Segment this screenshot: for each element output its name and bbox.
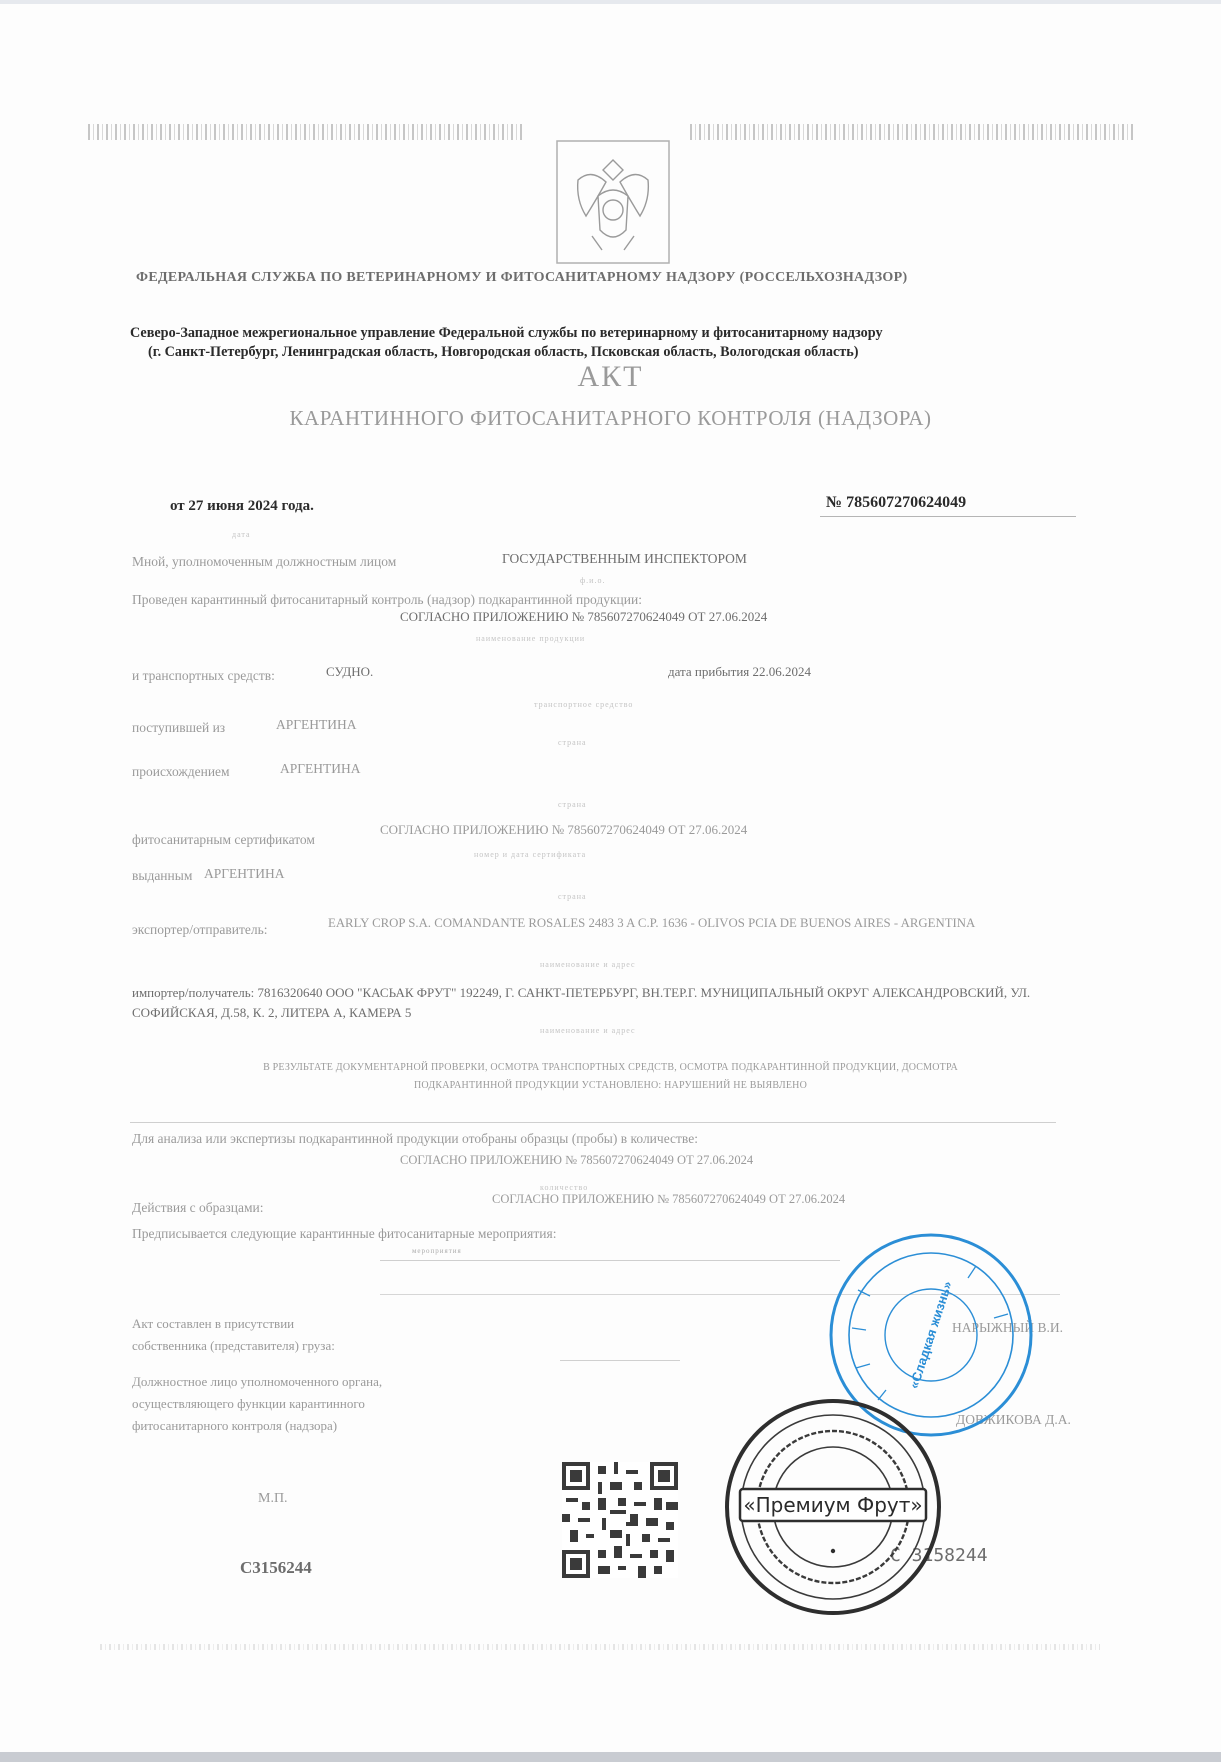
- exporter-hint: наименование и адрес: [540, 960, 636, 969]
- samples-action-value: СОГЛАСНО ПРИЛОЖЕНИЮ № 785607270624049 ОТ 27.06.2024: [492, 1192, 846, 1206]
- official-label: Мной, уполномоченным должностным лицом: [132, 554, 397, 569]
- bottom-dither-band: [100, 1644, 1100, 1650]
- result-line2: ПОДКАРАНТИННОЙ ПРОДУКЦИИ УСТАНОВЛЕНО: НАРУШЕНИЙ НЕ ВЫЯВЛЕНО: [413, 1080, 808, 1091]
- vehicle-value: СУДНО.: [326, 664, 374, 679]
- measures-label: Предписывается следующие карантинные фитосанитарные мероприятия:: [132, 1226, 557, 1241]
- serial-left: С3156244: [240, 1558, 312, 1577]
- from-label: поступившей из: [132, 720, 226, 735]
- qr-code: [562, 1462, 678, 1578]
- certificate-value: СОГЛАСНО ПРИЛОЖЕНИЮ № 785607270624049 ОТ 27.06.2024: [380, 822, 748, 837]
- control-label: Проведен карантинный фитосанитарный контроль (надзор) подкарантинной продукции:: [132, 592, 642, 607]
- importer-label: импортер/получатель:: [132, 985, 255, 1000]
- vehicle-hint: транспортное средство: [534, 700, 634, 709]
- measures-hint: мероприятия: [412, 1247, 462, 1255]
- importer-hint: наименование и адрес: [540, 1026, 636, 1035]
- measures-rule: [380, 1260, 840, 1261]
- scan-edge-bottom: [0, 1752, 1221, 1762]
- arrival-date: дата прибытия 22.06.2024: [668, 664, 812, 679]
- exporter-value: EARLY CROP S.A. COMANDANTE ROSALES 2483 3 A C.P. 1636 - OLIVOS PCIA DE BUENOS AIRES - ARGENTINA: [328, 916, 976, 930]
- samples-label: Для анализа или экспертизы подкарантинной продукции отобраны образцы (пробы) в количестве:: [132, 1131, 698, 1146]
- origin-hint: страна: [558, 800, 587, 809]
- presence-label-1: Акт составлен в присутствии: [132, 1316, 295, 1331]
- vehicle-label: и транспортных средств:: [132, 668, 275, 683]
- official-sign-name: ДОВЖИКОВА Д.А.: [956, 1412, 1071, 1427]
- ornament-band-right: [690, 124, 1136, 140]
- presence-name: НАРЫЖНЫЙ В.И.: [952, 1320, 1064, 1335]
- importer-block: [132, 983, 1092, 1023]
- act-date: от 27 июня 2024 года.: [170, 498, 314, 514]
- importer-value: 7816320640 ООО "КАСЬАК ФРУТ" 192249, Г. САНКТ-ПЕТЕРБУРГ, ВН.ТЕР.Г. МУНИЦИПАЛЬНЫЙ ОКРУГ АЛЕКСАНДРОВСКИЙ, УЛ. СОФИЙСКАЯ, Д.58, К. 2, ЛИТЕРА А, КАМЕРА 5: [132, 985, 1031, 1020]
- origin-value: АРГЕНТИНА: [280, 761, 361, 776]
- date-hint: дата: [232, 530, 251, 539]
- region-heading-line1: Северо-Западное межрегиональное управление Федеральной службы по ветеринарному и фитосанитарному надзору: [130, 325, 883, 341]
- from-value: АРГЕНТИНА: [276, 717, 357, 732]
- official-sign-label-1: Должностное лицо уполномоченного органа,: [132, 1374, 383, 1389]
- samples-value: СОГЛАСНО ПРИЛОЖЕНИЮ № 785607270624049 ОТ 27.06.2024: [400, 1153, 754, 1167]
- ornament-band-left: [88, 124, 522, 140]
- mp-label: М.П.: [258, 1491, 288, 1506]
- document-title: АКТ: [577, 360, 644, 393]
- number-underline: [820, 516, 1076, 517]
- region-heading-line2: (г. Санкт-Петербург, Ленинградская область, Новгородская область, Псковская область, Вологодская область): [148, 344, 859, 360]
- result-rule: [130, 1122, 1056, 1123]
- round-seal-black: [722, 1396, 944, 1618]
- serial-right: С 3158244: [890, 1545, 988, 1566]
- from-hint: страна: [558, 738, 587, 747]
- presence-label-2: собственника (представителя) груза:: [132, 1338, 335, 1353]
- issued-hint: страна: [558, 892, 587, 901]
- coat-of-arms-emblem: [556, 140, 670, 264]
- samples-hint: количество: [540, 1183, 589, 1192]
- certificate-hint: номер и дата сертификата: [474, 850, 587, 859]
- document-subtitle: КАРАНТИННОГО ФИТОСАНИТАРНОГО КОНТРОЛЯ (НАДЗОРА): [289, 406, 932, 430]
- agency-heading: ФЕДЕРАЛЬНАЯ СЛУЖБА ПО ВЕТЕРИНАРНОМУ И ФИТОСАНИТАРНОМУ НАДЗОРУ (РОССЕЛЬХОЗНАДЗОР): [136, 270, 908, 285]
- official-hint: ф.и.о.: [580, 576, 606, 585]
- official-sign-label-2: осуществляющего функции карантинного: [132, 1396, 365, 1411]
- official-value: ГОСУДАРСТВЕННЫМ ИНСПЕКТОРОМ: [502, 551, 747, 566]
- official-sign-label-3: фитосанитарного контроля (надзора): [132, 1418, 338, 1433]
- blue-seal-center-text: «Сладкая жизнь»: [906, 1279, 955, 1391]
- act-number: № 785607270624049: [826, 494, 967, 511]
- samples-action-label: Действия с образцами:: [132, 1200, 264, 1215]
- issued-label: выданным: [132, 868, 193, 883]
- exporter-label: экспортер/отправитель:: [132, 922, 268, 937]
- origin-label: происхождением: [132, 764, 230, 779]
- presence-sign-rule: [560, 1360, 680, 1361]
- black-seal-center-text: «Премиум Фрут»: [743, 1493, 923, 1517]
- issued-value: АРГЕНТИНА: [204, 866, 285, 881]
- control-value: СОГЛАСНО ПРИЛОЖЕНИЮ № 785607270624049 ОТ 27.06.2024: [400, 609, 768, 624]
- certificate-label: фитосанитарным сертификатом: [132, 832, 315, 847]
- control-hint: наименование продукции: [476, 634, 586, 643]
- scan-edge-top: [0, 0, 1221, 4]
- result-line1: В РЕЗУЛЬТАТЕ ДОКУМЕНТАРНОЙ ПРОВЕРКИ, ОСМОТРА ТРАНСПОРТНЫХ СРЕДСТВ, ОСМОТРА ПОДКАРАНТИННОЙ ПРОДУКЦИИ, ДОСМОТРА: [263, 1062, 958, 1073]
